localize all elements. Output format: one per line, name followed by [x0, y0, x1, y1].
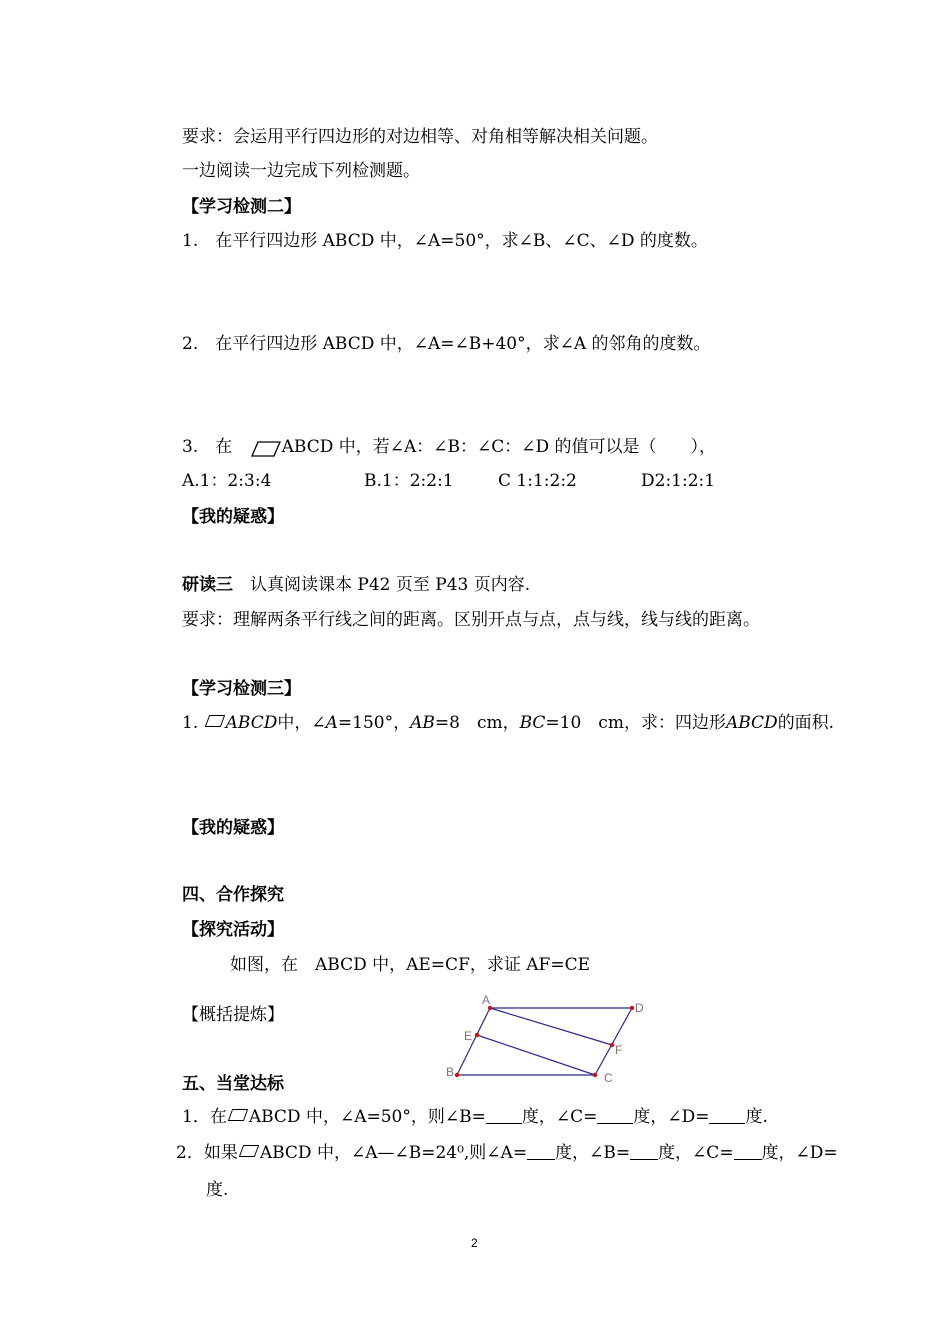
answer-blank-b[interactable]	[630, 1143, 658, 1160]
doubt-heading-1: 【我的疑惑】	[182, 507, 284, 527]
test2-heading: 【学习检测二】	[182, 197, 301, 217]
s5q1-part-a: 1．在	[182, 1107, 227, 1127]
s5q2-part-a: 2．如果	[176, 1143, 238, 1163]
segment-ec	[477, 1035, 595, 1075]
answer-blank-c[interactable]	[597, 1107, 633, 1124]
q1-bc: BC	[519, 713, 546, 733]
study3-title: 研读三	[182, 575, 233, 595]
test2-question-3	[182, 436, 716, 460]
s5q2-part-c: 度，∠B=	[555, 1143, 631, 1163]
section4-heading: 四、合作探究	[182, 885, 284, 905]
q3-prefix: 3. 在	[182, 437, 233, 457]
test2-question-1: 1. 在平行四边形 ABCD 中，∠A=50°，求∠B、∠C、∠D 的度数。	[182, 231, 708, 251]
q1-abcd: ABCD	[225, 713, 278, 733]
q1-number: 1.	[182, 713, 199, 733]
q1-abcd-2: ABCD	[725, 713, 778, 733]
answer-blank-c[interactable]	[734, 1143, 762, 1160]
label-f: F	[615, 1043, 623, 1057]
side-ab	[457, 1008, 490, 1075]
page-number: 2	[471, 1236, 478, 1250]
q1-text-5: 的面积.	[777, 713, 835, 733]
segment-af	[490, 1008, 612, 1045]
summary-heading: 【概括提炼】	[182, 1005, 284, 1025]
parallelogram-icon	[250, 436, 282, 460]
q1-ab: AB	[410, 713, 435, 733]
parallelogram-symbol-icon	[204, 715, 224, 727]
read-instruction: 一边阅读一边完成下列检测题。	[182, 161, 420, 181]
figure-points	[455, 1006, 634, 1077]
section5-question-2	[176, 1142, 838, 1164]
option-b: B.1：2:2:1	[364, 471, 454, 491]
section5-question-2-cont: 度.	[206, 1180, 229, 1200]
s5q1-part-e: 度.	[745, 1107, 768, 1127]
study3-requirement: 要求：理解两条平行线之间的距离。区别开点与点，点与线，线与线的距离。	[182, 610, 760, 630]
study3-instruction: 认真阅读课本 P42 页至 P43 页内容.	[233, 575, 531, 595]
section5-question-1	[182, 1106, 768, 1128]
s5q2-part-e: 度，∠D=	[761, 1143, 838, 1163]
label-b: B	[446, 1065, 455, 1079]
requirement-line: 要求：会运用平行四边形的对边相等、对角相等解决相关问题。	[182, 127, 658, 147]
s5q1-part-c: 度，∠C=	[521, 1107, 598, 1127]
answer-blank-a[interactable]	[527, 1143, 555, 1160]
parallelogram-symbol-icon	[228, 1109, 248, 1121]
parallelogram-figure	[440, 990, 660, 1090]
s5q1-part-d: 度，∠D=	[633, 1107, 710, 1127]
q1-text-1: 中，∠	[277, 713, 326, 733]
doubt-heading-2: 【我的疑惑】	[182, 818, 284, 838]
s5q2-part-d: 度，∠C=	[658, 1143, 734, 1163]
study3-line	[182, 574, 530, 596]
activity-text: 如图，在 ABCD 中，AE=CF，求证 AF=CE	[230, 955, 590, 975]
answer-blank-b[interactable]	[486, 1107, 522, 1124]
point-c	[593, 1073, 597, 1077]
point-f	[610, 1043, 614, 1047]
point-d	[630, 1006, 634, 1010]
point-b	[455, 1073, 459, 1077]
q1-text-4: =10 cm，求：四边形	[545, 713, 726, 733]
label-c: C	[604, 1071, 613, 1085]
option-c: C 1:1:2:2	[498, 471, 577, 491]
test2-question-2: 2. 在平行四边形 ABCD 中，∠A=∠B+40°，求∠A 的邻角的度数。	[182, 334, 711, 354]
option-d: D2:1:2:1	[641, 471, 716, 491]
label-a: A	[482, 993, 491, 1007]
q1-angle-a: A	[325, 713, 338, 733]
point-e	[475, 1033, 479, 1037]
section5-heading: 五、当堂达标	[182, 1074, 284, 1094]
q1-text-3: =8 cm，	[434, 713, 520, 733]
test3-heading: 【学习检测三】	[182, 679, 301, 699]
q3-suffix: ABCD 中，若∠A：∠B：∠C：∠D 的值可以是（ ），	[281, 437, 717, 457]
label-d: D	[635, 1001, 644, 1015]
s5q1-part-b: ABCD 中，∠A=50°，则∠B=	[248, 1107, 486, 1127]
activity-heading: 【探究活动】	[182, 920, 284, 940]
option-a: A.1：2:3:4	[182, 471, 272, 491]
q1-text-2: =150°，	[337, 713, 411, 733]
test3-question-1	[182, 712, 834, 734]
parallelogram-symbol-icon	[239, 1145, 259, 1157]
s5q2-part-b: ABCD 中，∠A—∠B=24⁰,则∠A=	[259, 1143, 528, 1163]
figure-lines	[457, 1008, 632, 1075]
answer-blank-d[interactable]	[709, 1107, 745, 1124]
label-e: E	[464, 1029, 473, 1043]
